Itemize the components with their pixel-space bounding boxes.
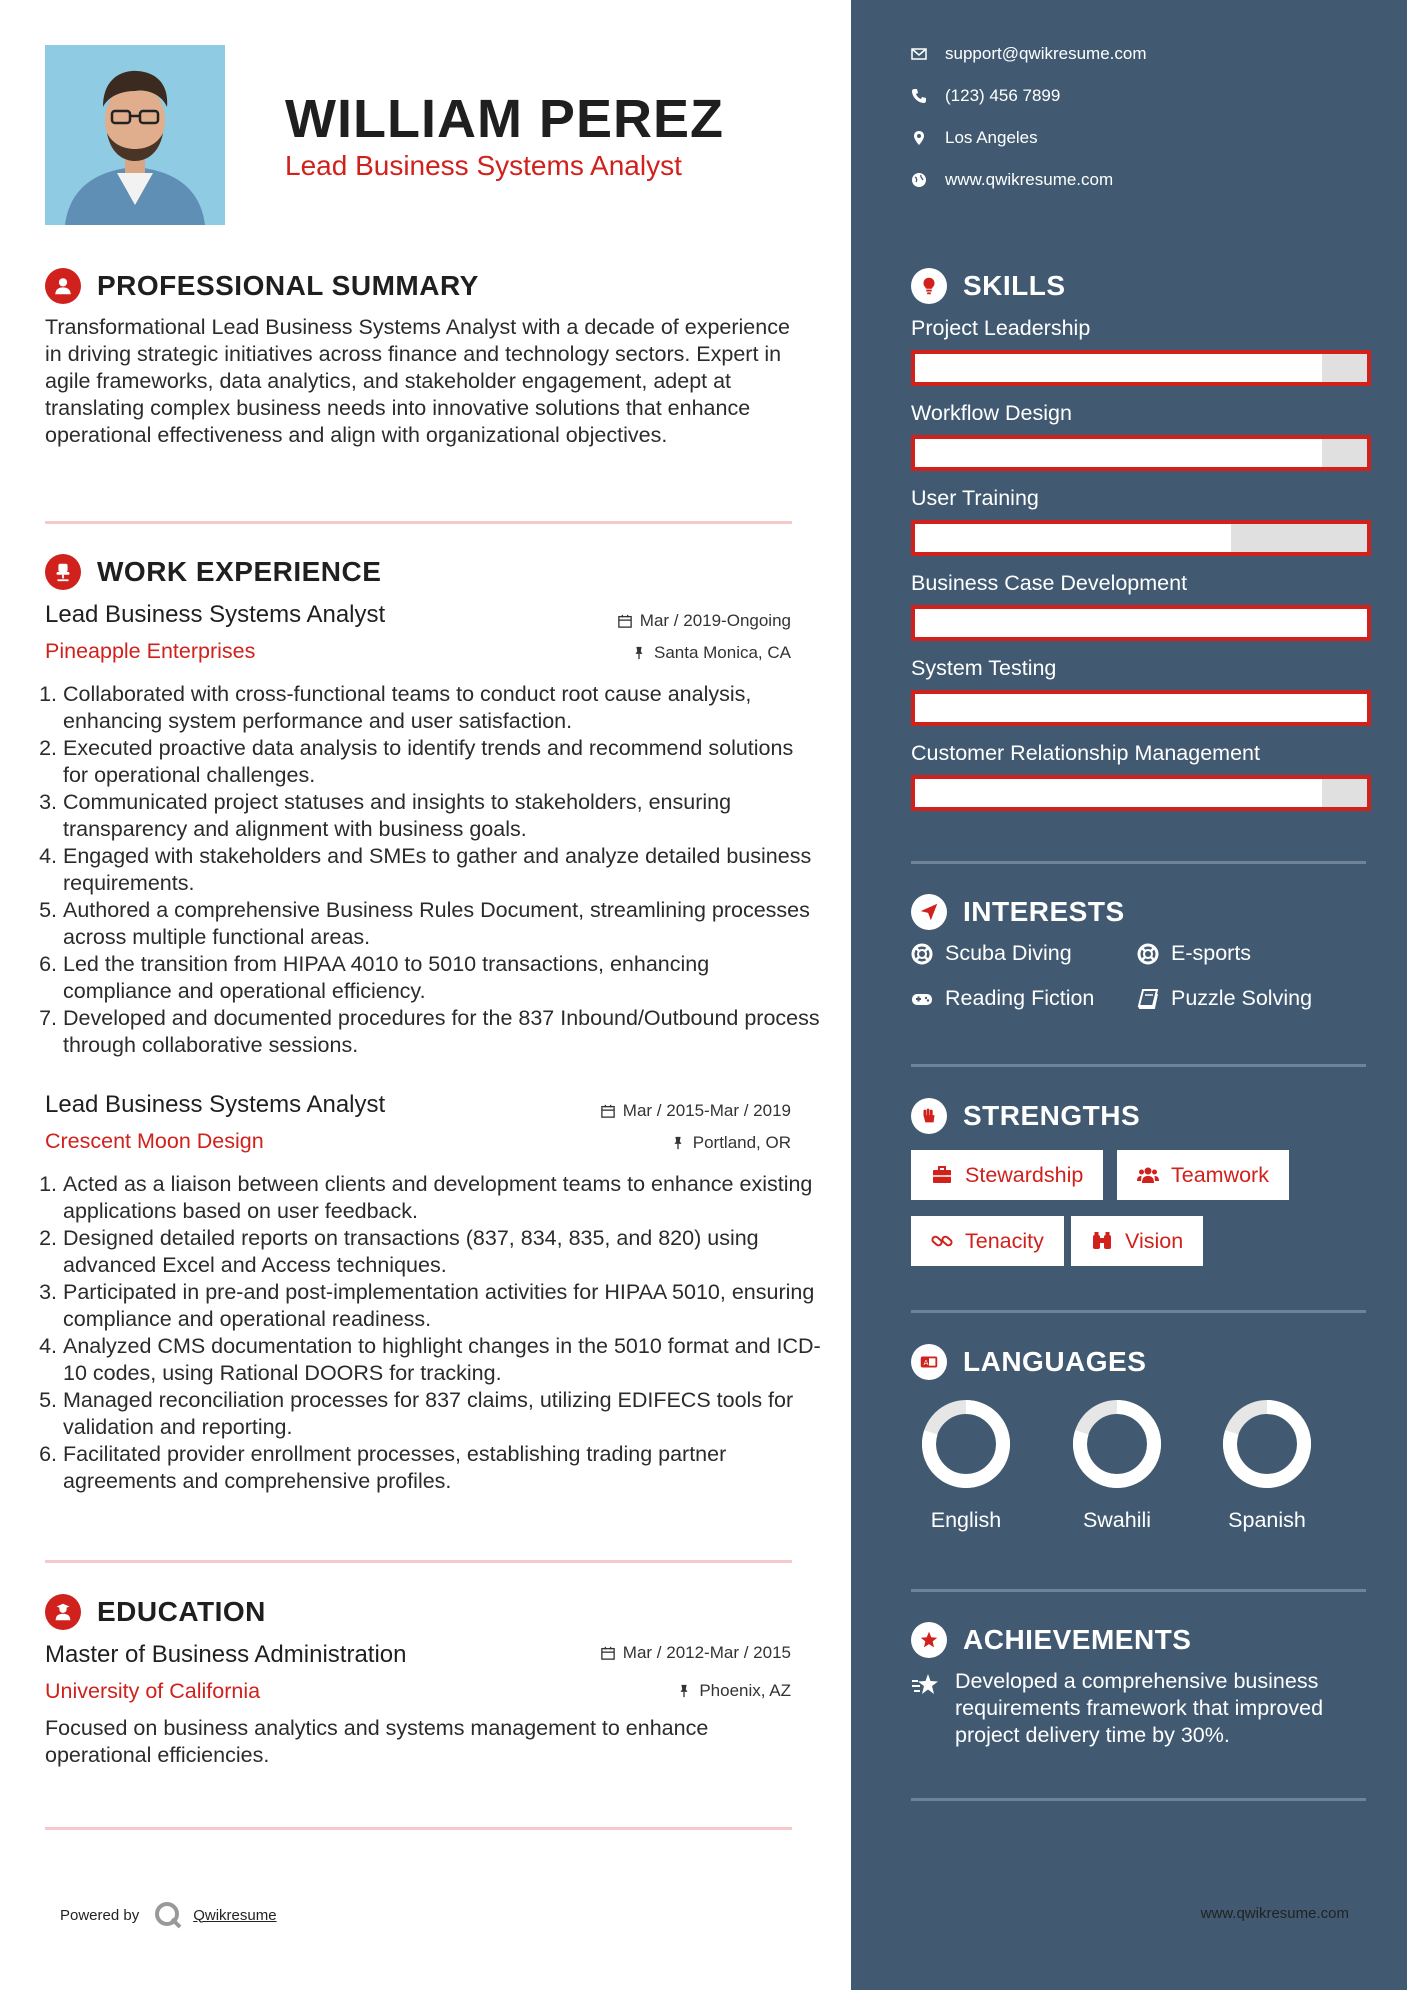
lifebuoy-icon [1137,943,1159,965]
education-heading: EDUCATION [97,1596,266,1627]
experience-header [45,554,381,590]
strengths-heading: STRENGTHS [963,1100,1141,1131]
list-item: 6. Led the transition from HIPAA 4010 to 5010 transactions, enhancing compliance and operational efficiency. [63,951,823,1005]
email-text: support@qwikresume.com [945,44,1147,63]
skill-label: System Testing [911,656,1057,680]
skill-bar-fill [915,609,1367,637]
divider [911,1589,1366,1592]
website-text: www.qwikresume.com [945,170,1114,189]
user-icon [45,268,81,304]
interests-heading: INTERESTS [963,896,1125,927]
skills-heading: SKILLS [963,270,1066,301]
strength-badge [911,1216,1064,1266]
achievement-text: Developed a comprehensive business requirements framework that improved project delivery time by 30%. [955,1669,1324,1747]
job-location [632,643,791,663]
skill-label: User Training [911,486,1039,510]
link-icon [931,1230,953,1252]
briefcase-icon [931,1164,953,1186]
book-icon [1137,988,1159,1010]
list-item: 4. Analyzed CMS documentation to highlight changes in the 5010 format and ICD-10 codes, using Rational DOORS for tracking. [63,1333,823,1387]
strength-label: Tenacity [965,1228,1044,1253]
lightbulb-icon [911,268,947,304]
translate-icon [911,1344,947,1380]
strength-badge [911,1150,1103,1200]
gamepad-icon [911,988,933,1010]
list-item: 7. Developed and documented procedures for the 837 Inbound/Outbound process through collaborative sessions. [63,1005,823,1059]
job-duties [35,1171,823,1495]
list-item: 2. Executed proactive data analysis to identify trends and recommend solutions for operational challenges. [63,735,823,789]
language-item [1217,1397,1317,1533]
divider [911,1798,1366,1801]
summary-text: Transformational Lead Business Systems Analyst with a decade of experience in driving strategic initiatives across finance and technology sectors. Expert in agile frameworks, data analytics, and stakeholder engagement, adept at translating complex business needs into innovative solutions that enhance operational effectiveness and align with organizational objectives. [45,315,790,447]
paper-plane-icon [911,894,947,930]
education-location-text: Phoenix, AZ [699,1681,791,1700]
footer-website[interactable]: www.qwikresume.com [1200,1905,1349,1922]
achievements-header [911,1622,1191,1658]
powered-by-label: Powered by [60,1906,140,1924]
star-icon [911,1671,941,1701]
users-icon [1137,1164,1159,1186]
pin-icon [632,646,646,660]
list-item: 4. Engaged with stakeholders and SMEs to gather and analyze detailed business requirements. [63,843,823,897]
divider [911,861,1366,864]
education-location [677,1681,791,1701]
job-date [618,611,791,631]
summary-heading: PROFESSIONAL SUMMARY [97,270,479,301]
divider [911,1310,1366,1313]
strength-badge [1117,1150,1289,1200]
list-item: 5. Managed reconciliation processes for 837 claims, utilizing EDIFECS tools for validation and reporting. [63,1387,823,1441]
skill-bar [911,775,1371,811]
languages-heading: LANGUAGES [963,1346,1147,1377]
strength-label: Vision [1125,1228,1184,1253]
skill-bar [911,520,1371,556]
skills-header [911,268,1066,304]
skill-bar [911,350,1371,386]
strength-label: Teamwork [1171,1162,1269,1187]
brand-link[interactable]: Qwikresume [193,1906,277,1924]
strength-label: Stewardship [965,1162,1084,1187]
job-title: Lead Business Systems Analyst [45,1091,386,1118]
job-location-text: Santa Monica, CA [653,643,791,662]
skill-bar-fill [915,694,1367,722]
list-item: 1. Collaborated with cross-functional teams to conduct root cause analysis, enhancing system performance and user satisfaction. [63,681,823,735]
calendar-icon [618,614,632,628]
map-marker-icon [911,130,927,146]
divider [45,521,792,524]
interest-label: E-sports [1171,941,1252,965]
summary-header [45,268,479,304]
contact-website[interactable] [911,170,1113,190]
language-ring [1220,1397,1314,1491]
footer-branding [60,1900,277,1930]
fist-icon [911,1098,947,1134]
phone-icon [911,88,927,104]
contact-phone[interactable] [911,86,1060,106]
profile-photo [45,45,225,225]
skill-bar-fill [915,524,1231,552]
job-duties [35,681,823,1059]
language-label: Swahili [1082,1508,1152,1532]
list-item: 3. Participated in pre-and post-implementation activities for HIPAA 5010, ensuring compliance and operational readiness. [63,1279,823,1333]
skill-bar [911,690,1371,726]
strengths-header [911,1098,1140,1134]
qwikresume-logo-icon [153,1900,183,1930]
list-item: 5. Authored a comprehensive Business Rules Document, streamlining processes across multiple functional areas. [63,897,823,951]
job-location-text: Portland, OR [692,1133,791,1152]
interest-item [1137,986,1312,1011]
degree: Master of Business Administration [45,1641,407,1668]
office-chair-icon [45,554,81,590]
education-text: Focused on business analytics and systems management to enhance operational efficiencies. [45,1716,709,1767]
language-label: Spanish [1228,1508,1306,1532]
job-company: Crescent Moon Design [45,1129,264,1153]
sidebar [851,0,1407,1990]
strength-badge [1071,1216,1203,1266]
calendar-icon [601,1646,615,1660]
skill-label: Project Leadership [911,316,1091,340]
contact-email[interactable] [911,44,1147,64]
interest-label: Scuba Diving [945,941,1072,965]
language-item [1067,1397,1167,1533]
interest-item [911,986,1094,1011]
skill-bar [911,435,1371,471]
interests-header [911,894,1125,930]
binoculars-icon [1091,1230,1113,1252]
list-item: 6. Facilitated provider enrollment processes, establishing trading partner agreements and comprehensive profiles. [63,1441,823,1495]
globe-icon [911,172,927,188]
interest-label: Puzzle Solving [1171,986,1313,1010]
languages-header [911,1344,1146,1380]
skill-bar-fill [915,439,1322,467]
candidate-name: WILLIAM PEREZ [285,89,724,149]
language-item [916,1397,1016,1533]
lifebuoy-icon [911,943,933,965]
envelope-icon [911,46,927,62]
divider [45,1560,792,1563]
divider [45,1827,792,1830]
skill-label: Workflow Design [911,401,1072,425]
svg-text:A: A [923,1358,929,1368]
list-item: 2. Designed detailed reports on transactions (837, 834, 835, and 820) using advanced Excel and Access techniques. [63,1225,823,1279]
school: University of California [45,1679,261,1703]
graduate-icon [45,1594,81,1630]
list-item: 1. Acted as a liaison between clients and development teams to enhance existing applications based on user feedback. [63,1171,823,1225]
skill-bar [911,605,1371,641]
skill-bar-fill [915,354,1322,382]
skill-label: Business Case Development [911,571,1188,595]
interest-label: Reading Fiction [945,986,1095,1010]
experience-heading: WORK EXPERIENCE [97,556,382,587]
calendar-icon [601,1104,615,1118]
language-ring [919,1397,1013,1491]
achievements-heading: ACHIEVEMENTS [963,1624,1192,1655]
education-header [45,1594,266,1630]
language-label: English [930,1508,1002,1532]
job-date [601,1101,791,1121]
job-date-text: Mar / 2015-Mar / 2019 [622,1101,791,1120]
language-ring [1070,1397,1164,1491]
job-title: Lead Business Systems Analyst [45,601,386,628]
pin-icon [677,1684,691,1698]
pin-icon [671,1136,685,1150]
location-text: Los Angeles [945,128,1038,147]
job-location [671,1133,791,1153]
list-item: 3. Communicated project statuses and insights to stakeholders, ensuring transparency and alignment with business goals. [63,789,823,843]
divider [911,1064,1366,1067]
contact-location [911,128,1038,148]
job-company: Pineapple Enterprises [45,639,256,663]
achievement-item [911,1668,1371,1749]
education-date [601,1643,791,1663]
job-date-text: Mar / 2019-Ongoing [639,611,791,630]
star-badge-icon [911,1622,947,1658]
education-date-text: Mar / 2012-Mar / 2015 [622,1643,791,1662]
interest-item [1137,941,1251,966]
interest-item [911,941,1072,966]
skill-bar-fill [915,779,1322,807]
skill-label: Customer Relationship Management [911,741,1260,765]
phone-text: (123) 456 7899 [945,86,1061,105]
candidate-title: Lead Business Systems Analyst [285,150,682,181]
